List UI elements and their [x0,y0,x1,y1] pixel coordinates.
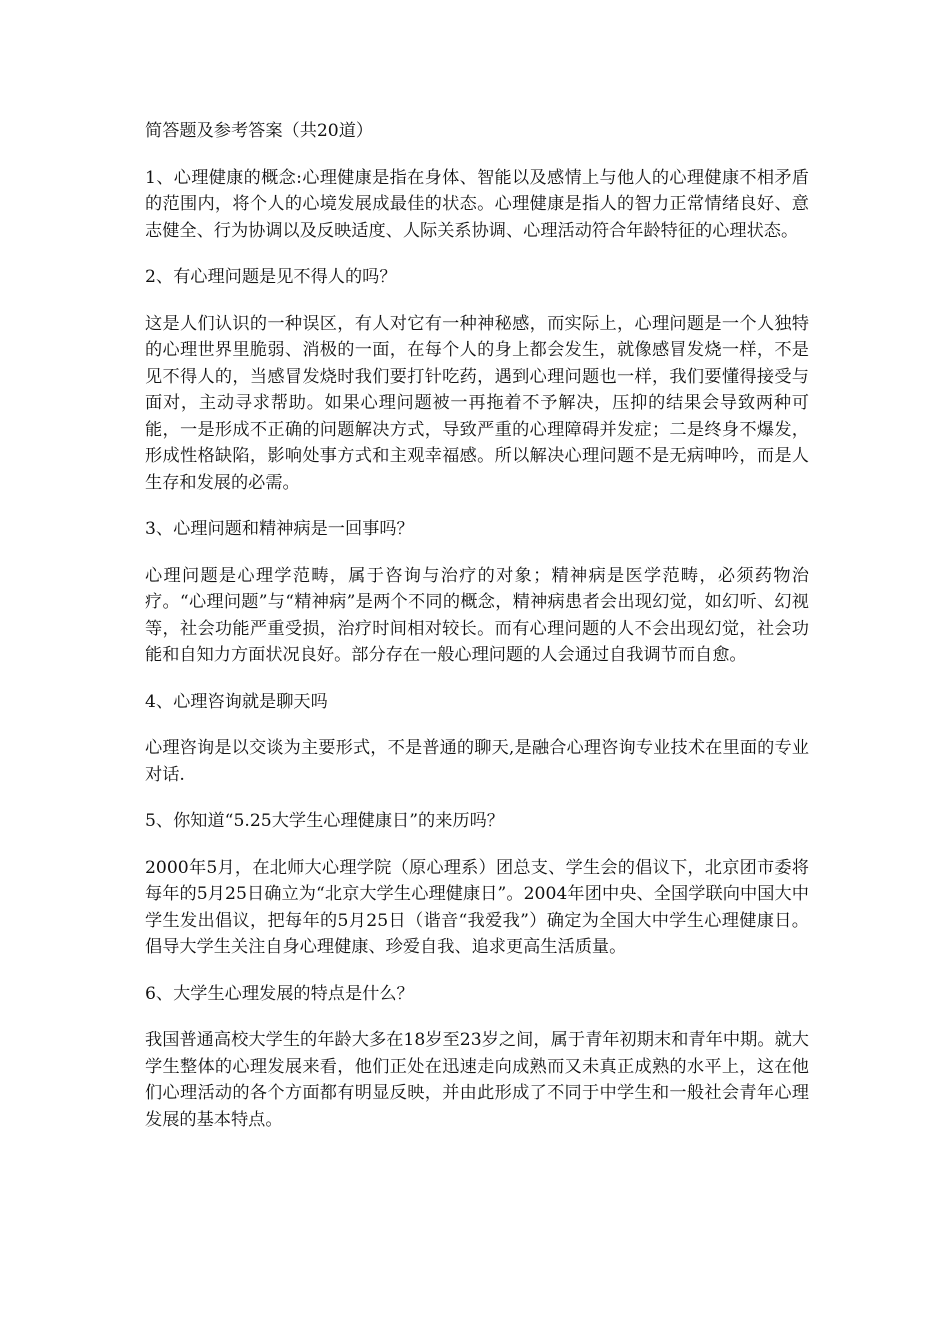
answer-6-paragraph: 我国普通高校大学生的年龄大多在18岁至23岁之间，属于青年初期末和青年中期。就大学生整体的心理发展来看，他们正处在迅速走向成熟而又未真正成熟的水平上，这在他们心理活动的各个方面都有明显反映，并由此形成了不同于中学生和一般社会青年心理发展的基本特点。 [145,1030,809,1130]
question-2-heading: 2、有心理问题是见不得人的吗？ [145,267,397,287]
answer-1-paragraph: 1、心理健康的概念:心理健康是指在身体、智能以及感情上与他人的心理健康不相矛盾的范围内，将个人的心境发展成最佳的状态。心理健康是指人的智力正常情绪良好、意志健全、行为协调以及反映适度、人际关系协调、心理活动符合年龄特征的心理状态。 [145,167,809,241]
question-3-heading: 3、心理问题和精神病是一回事吗？ [145,519,414,539]
answer-2-paragraph: 这是人们认识的一种误区，有人对它有一种神秘感，而实际上，心理问题是一个人独特的心理世界里脆弱、消极的一面，在每个人的身上都会发生，就像感冒发烧一样，不是见不得人的，当感冒发烧时我们要打针吃药，遇到心理问题也一样，我们要懂得接受与面对，主动寻求帮助。如果心理问题被一再拖着不予解决，压抑的结果会导致两种可能，一是形成不正确的问题解决方式，导致严重的心理障碍并发症；二是终身不爆发，形成性格缺陷，影响处事方式和主观幸福感。所以解决心理问题不是无病呻吟，而是人生存和发展的必需。 [145,313,809,493]
question-5-heading: 5、你知道“5.25大学生心理健康日”的来历吗？ [145,811,504,831]
document-title: 简答题及参考答案（共20道） [145,121,374,141]
document-page [145,118,809,1153]
question-4-heading: 4、心理咨询就是聊天吗 [145,691,328,712]
answer-3-paragraph: 心理问题是心理学范畴，属于咨询与治疗的对象；精神病是医学范畴，必须药物治疗。“心理问题”与“精神病”是两个不同的概念，精神病患者会出现幻觉，如幻听、幻视等，社会功能严重受损，治疗时间相对较长。而有心理问题的人不会出现幻觉，社会功能和自知力方面状况良好。部分存在一般心理问题的人会通过自我调节而自愈。 [145,565,809,665]
answer-5-paragraph: 2000年5月，在北师大心理学院（原心理系）团总支、学生会的倡议下，北京团市委将每年的5月25日确立为“北京大学生心理健康日”。2004年团中央、全国学联向中国大中学生发出倡议，把每年的5月25日（谐音“我爱我”）确定为全国大中学生心理健康日。倡导大学生关注自身心理健康、珍爱自我、追求更高生活质量。 [145,857,809,957]
answer-4-paragraph: 心理咨询是以交谈为主要形式，不是普通的聊天,是融合心理咨询专业技术在里面的专业对话. [145,738,809,785]
question-6-heading: 6、大学生心理发展的特点是什么？ [145,983,414,1004]
